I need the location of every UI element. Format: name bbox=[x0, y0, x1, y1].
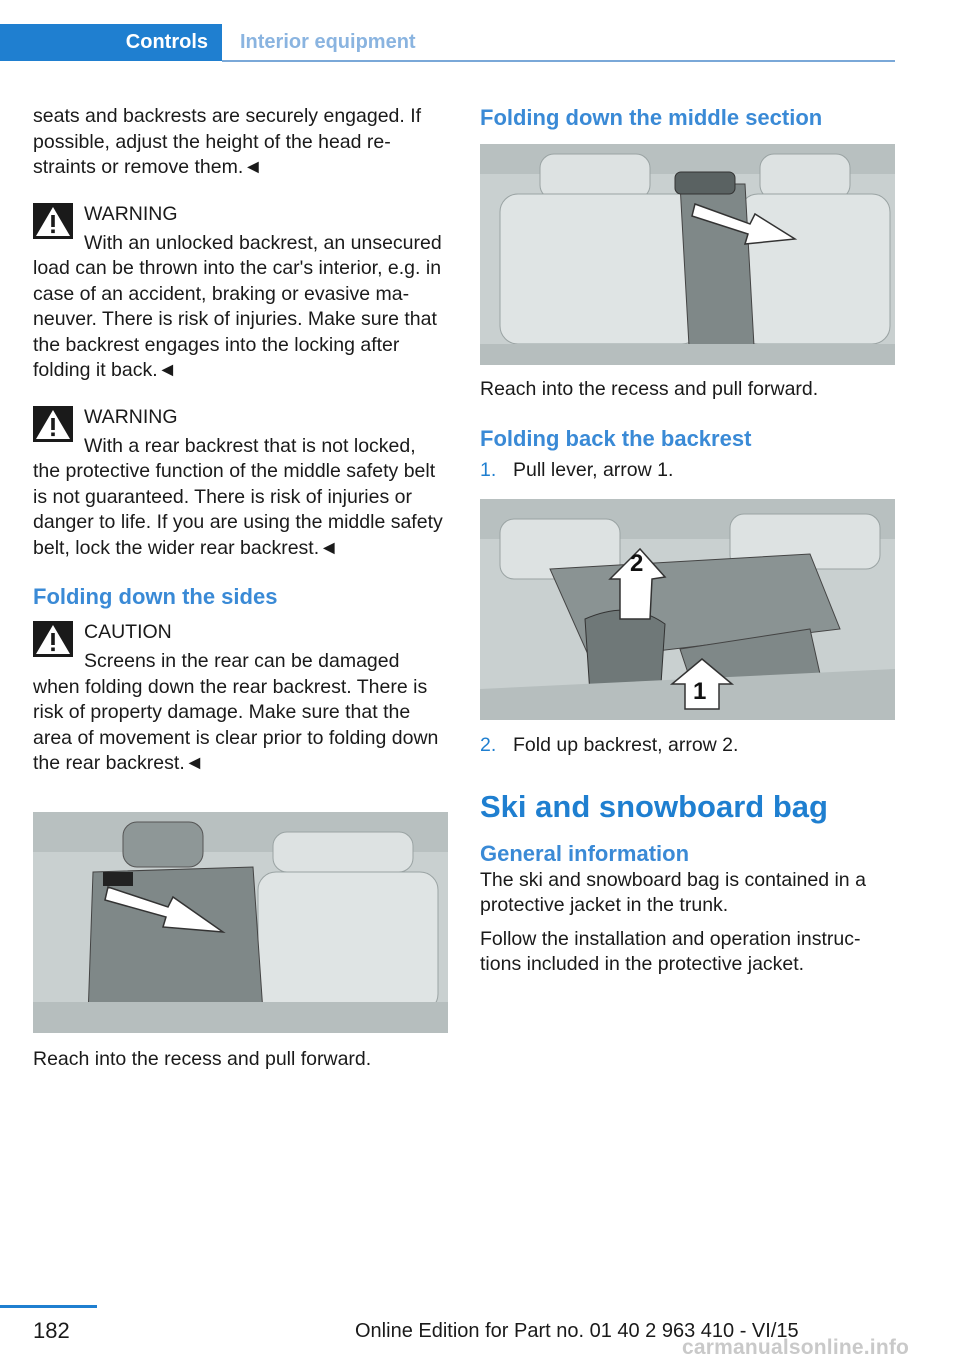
caution-block bbox=[33, 619, 448, 777]
warning-block-2 bbox=[33, 404, 448, 562]
step-text: Fold up backrest, arrow 2. bbox=[513, 733, 739, 756]
tab-controls[interactable]: Controls bbox=[0, 24, 222, 61]
ski-bag-paragraph-1: The ski and snowboard bag is contained in a protective jacket in the trunk. bbox=[480, 868, 866, 916]
caution-label: CAUTION bbox=[84, 621, 172, 643]
heading-general-information: General information bbox=[480, 840, 690, 866]
backrest-illustration bbox=[480, 499, 895, 720]
page-header bbox=[0, 24, 895, 61]
edition-text: Online Edition for Part no. 01 40 2 963 410 - VI/15 bbox=[355, 1320, 799, 1342]
caption-folding-middle: Reach into the recess and pull forward. bbox=[480, 378, 819, 400]
heading-folding-back: Folding back the backrest bbox=[480, 425, 752, 451]
step-text: Pull lever, arrow 1. bbox=[513, 458, 674, 481]
heading-folding-middle: Folding down the middle section bbox=[480, 105, 823, 130]
warning-label: WARNING bbox=[84, 405, 178, 428]
arrow-label-2: 2 bbox=[630, 549, 644, 577]
step-number: 2. bbox=[480, 733, 497, 756]
warning-text: With an unlocked backrest, an unsecured load can be thrown into the car's interior, e.g. in case of an accident, braking or evasive ma‐neuver. There is risk of injuries. Make sure that the backrest engages into the locking after folding it back.◄ bbox=[33, 231, 442, 381]
step-1 bbox=[480, 457, 895, 483]
figure-folding-back bbox=[480, 499, 895, 720]
tab-interior-equipment[interactable]: Interior equipment bbox=[240, 31, 416, 53]
figure-folding-middle bbox=[480, 144, 895, 365]
intro-paragraph: seats and backrests are securely engaged. If possible, adjust the height of the head re‐straints or remove them.◄ bbox=[33, 105, 422, 178]
arrow-label-1: 1 bbox=[693, 677, 707, 705]
warning-icon bbox=[33, 406, 73, 442]
middle-seat-illustration bbox=[480, 144, 895, 365]
caution-text: Screens in the rear can be damaged when folding down the rear backrest. There is risk of property damage. Make sure that the area of movement is clear prior to folding down the rear backrest.◄ bbox=[33, 650, 439, 774]
warning-block-1 bbox=[33, 201, 448, 384]
heading-ski-bag: Ski and snowboard bag bbox=[480, 788, 828, 824]
caution-icon bbox=[33, 621, 73, 657]
warning-icon bbox=[33, 203, 73, 239]
footer-divider bbox=[0, 1305, 97, 1308]
watermark: carmanualsonline.info bbox=[682, 1336, 910, 1359]
page-number: 182 bbox=[33, 1318, 70, 1343]
warning-text: With a rear backrest that is not locked, the protective function of the middle safety belt is not guaranteed. There is risk of injuries or danger to life. If you are using the middle safety belt, lock the wider rear backrest.◄ bbox=[33, 434, 443, 559]
ski-bag-paragraph-2: Follow the installation and operation instruc‐tions included in the protective jacket. bbox=[480, 927, 861, 975]
step-2 bbox=[480, 732, 895, 758]
caption-folding-sides: Reach into the recess and pull forward. bbox=[33, 1047, 372, 1070]
left-column bbox=[33, 104, 448, 1072]
right-column bbox=[480, 104, 895, 978]
step-number: 1. bbox=[480, 458, 497, 481]
seat-illustration bbox=[33, 812, 448, 1033]
warning-label: WARNING bbox=[84, 202, 178, 225]
header-divider bbox=[222, 60, 895, 62]
figure-folding-sides bbox=[33, 812, 448, 1033]
heading-folding-sides: Folding down the sides bbox=[33, 584, 278, 609]
